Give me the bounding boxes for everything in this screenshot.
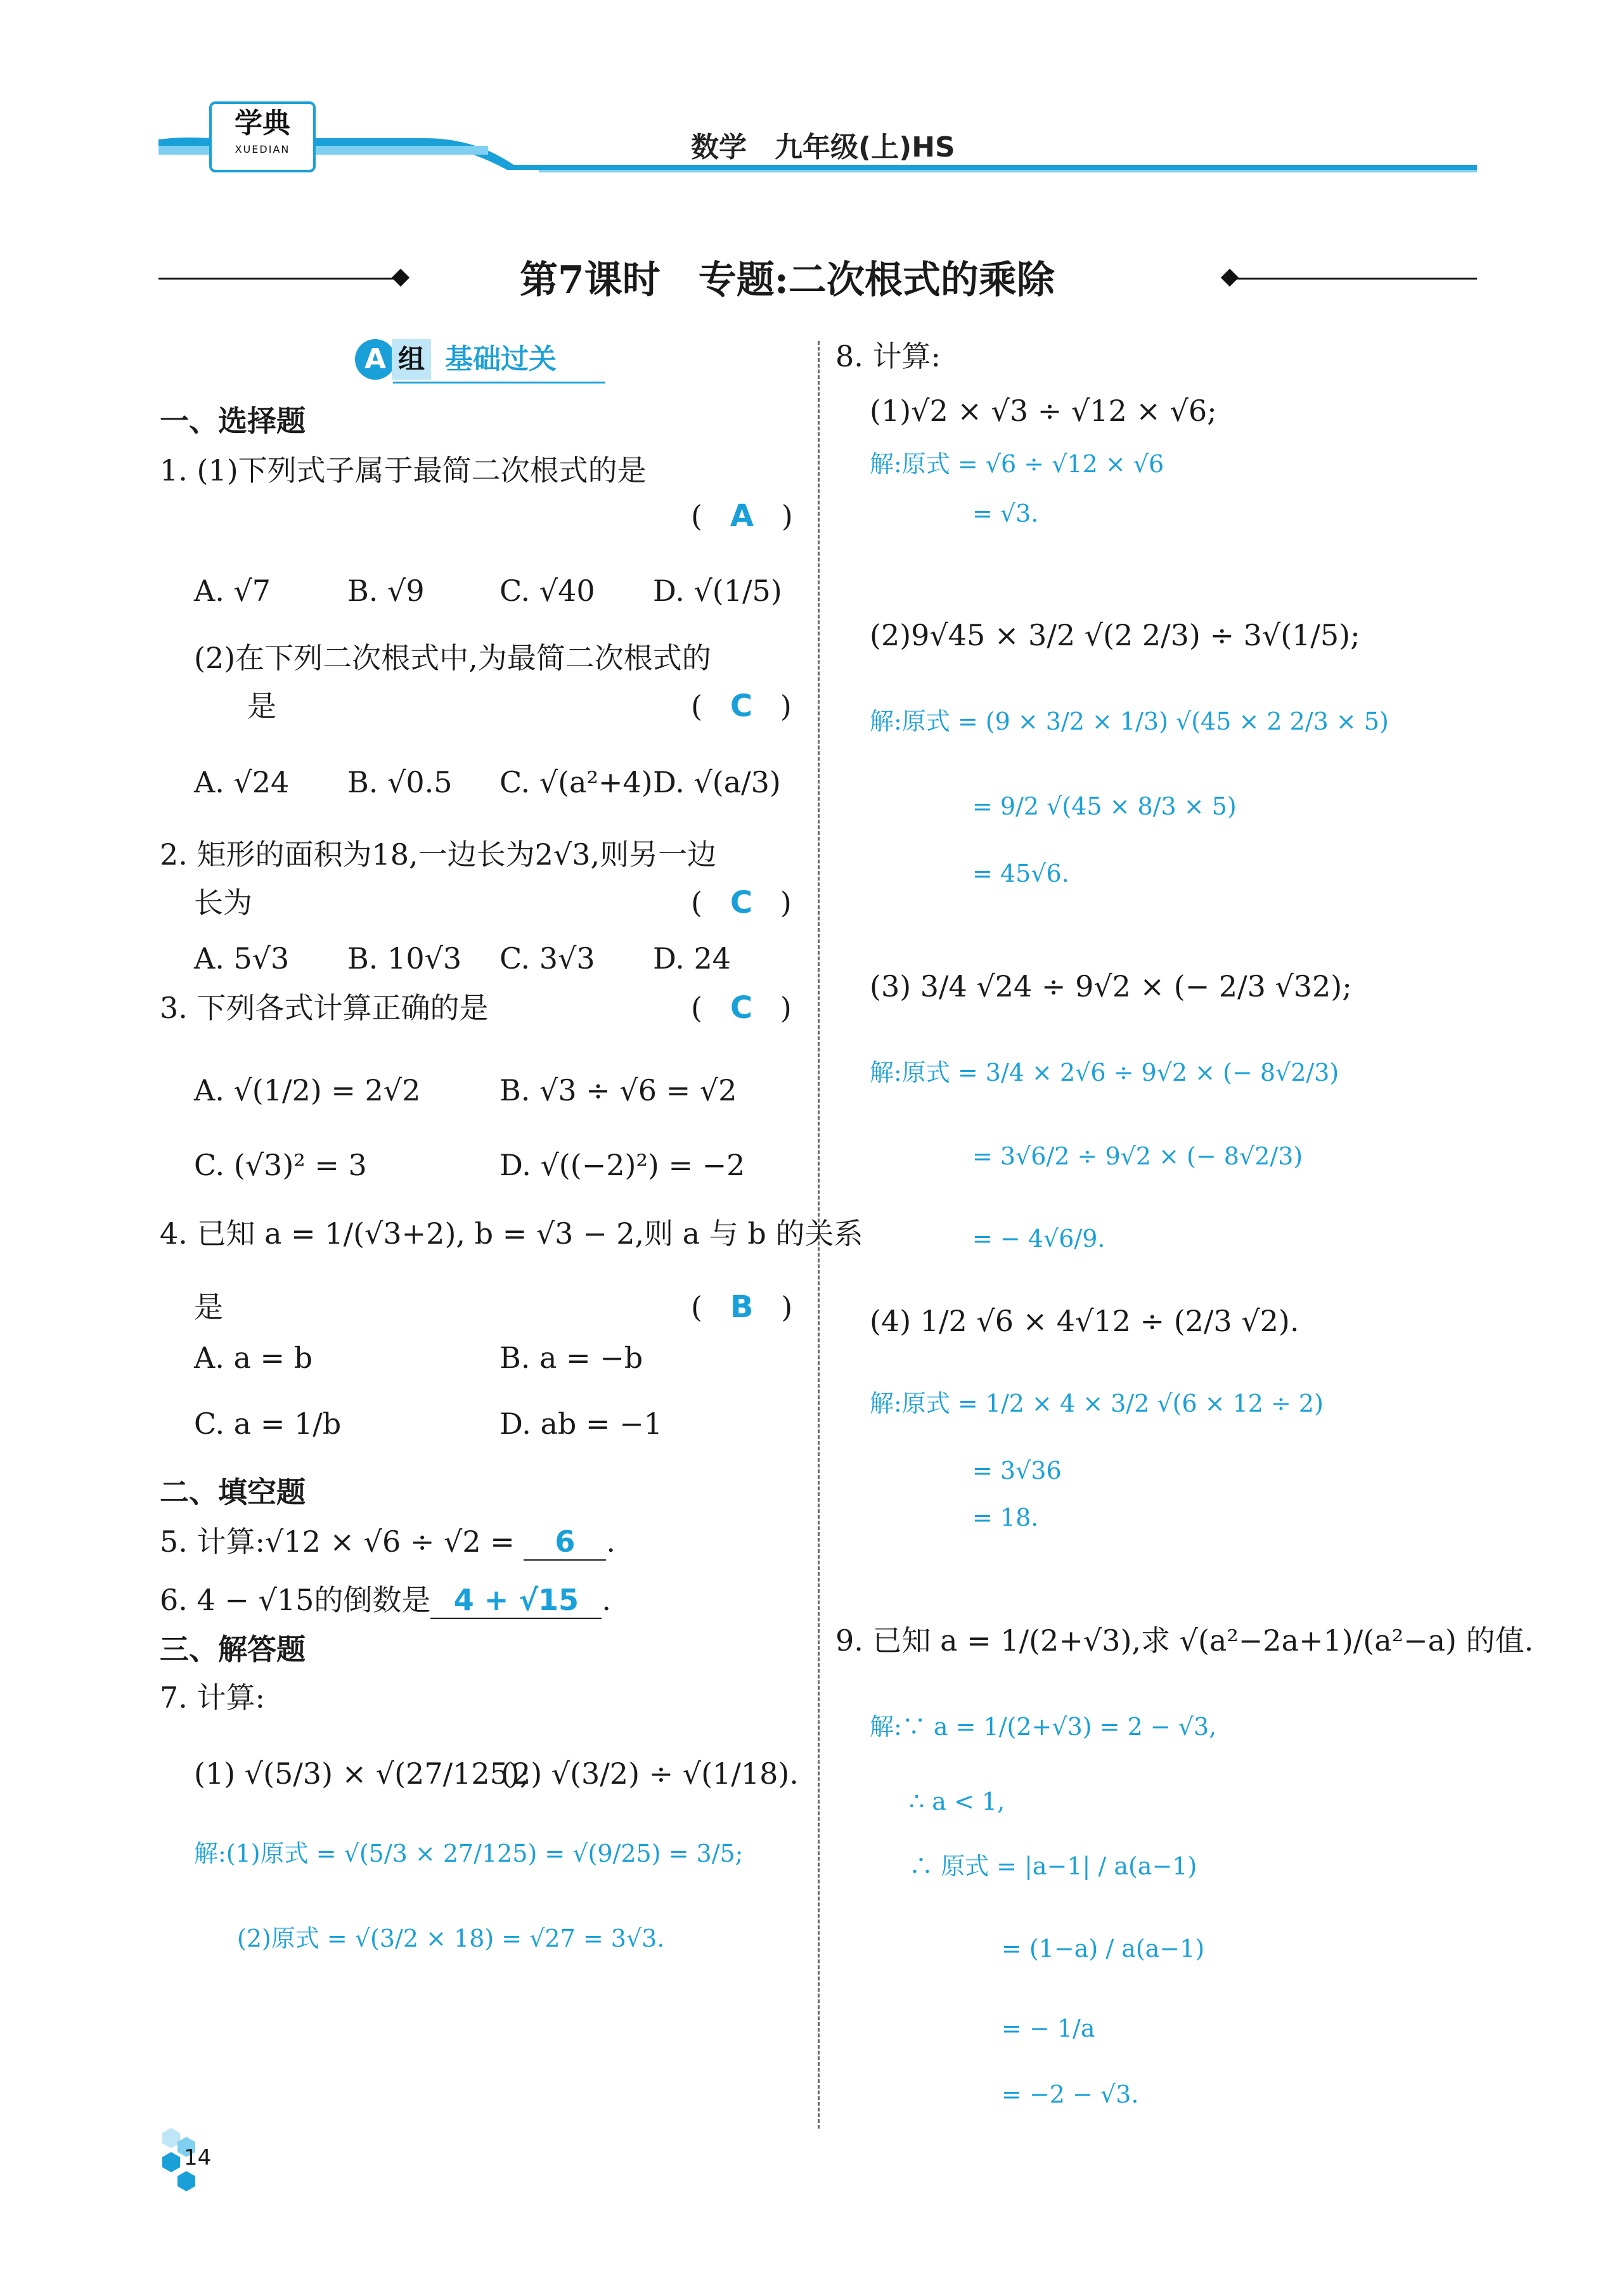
- q1-part1-option-a: A. √7: [194, 574, 271, 608]
- q3-option-c: C. (√3)² = 3: [194, 1148, 367, 1182]
- q1-part1-option-b: B. √9: [347, 574, 425, 608]
- title-rule-right: [1233, 278, 1477, 280]
- q8-solution-2-line-2: = 9/2 √(45 × 8/3 × 5): [972, 792, 1237, 820]
- q8-solution-3-line-2: = 3√6/2 ÷ 9√2 × (− 8√2/3): [972, 1142, 1303, 1170]
- q3-answer-box: ( C ): [691, 990, 792, 1026]
- q8-solution-1-line-2: = √3.: [972, 499, 1039, 527]
- q4-option-c: C. a = 1/b: [194, 1407, 342, 1441]
- q3-option-d: D. √((−2)²) = −2: [499, 1148, 745, 1182]
- brand-cn: 学典: [235, 107, 290, 139]
- q8-solution-4-line-1: 解:原式 = 1/2 × 4 × 3/2 √(6 × 12 ÷ 2): [870, 1389, 1324, 1417]
- q1-part1-answer: A: [730, 498, 754, 534]
- q9-text: 9. 已知 a = 1/(2+√3),求 √(a²−2a+1)/(a²−a) 的值.: [835, 1623, 1534, 1658]
- q3-option-a: A. √(1/2) = 2√2: [194, 1073, 421, 1107]
- q8-solution-1-line-1: 解:原式 = √6 ÷ √12 × √6: [870, 450, 1164, 478]
- q9-solution-line-6: = −2 − √3.: [1002, 2080, 1139, 2108]
- brand-logo: [209, 101, 316, 172]
- q2-option-a: A. 5√3: [194, 941, 290, 976]
- q8-solution-3-line-1: 解:原式 = 3/4 × 2√6 ÷ 9√2 × (− 8√2/3): [870, 1059, 1339, 1086]
- q1-part1-option-d: D. √(1/5): [653, 574, 782, 608]
- q1-part2-answer: C: [730, 688, 753, 724]
- q5-row: [160, 1524, 615, 1561]
- brand-en: XUEDIAN: [235, 143, 290, 155]
- q8-solution-4-line-3: = 18.: [972, 1504, 1039, 1531]
- q5-text: 5. 计算:√12 × √6 ÷ √2 =: [160, 1524, 515, 1559]
- q8-problem-1: (1)√2 × √3 ÷ √12 × √6;: [870, 394, 1217, 428]
- group-badge-letter: A: [355, 339, 396, 380]
- q3-option-b: B. √3 ÷ √6 = √2: [499, 1073, 737, 1107]
- q9-solution-line-3: ∴ 原式 = |a−1| / a(a−1): [909, 1852, 1197, 1880]
- q1-part2-option-d: D. √(a/3): [653, 765, 781, 799]
- group-badge-suffix: 组: [392, 339, 431, 380]
- q1-part1-answer-box: ( A ): [691, 498, 793, 534]
- q1-part1-option-c: C. √40: [499, 574, 595, 608]
- title-diamond-left: [392, 269, 409, 287]
- q1-part2-option-c: C. √(a²+4): [499, 765, 653, 799]
- q6-row: [160, 1582, 611, 1619]
- q4-option-b: B. a = −b: [499, 1341, 643, 1375]
- q9-solution-line-2: ∴ a < 1,: [909, 1788, 1005, 1815]
- q7-problem-2: (2) √(3/2) ÷ √(1/18).: [501, 1756, 799, 1791]
- section-fill: 二、填空题: [160, 1475, 306, 1509]
- q1-part2-option-b: B. √0.5: [347, 765, 453, 799]
- q2-cont: 长为: [194, 886, 252, 920]
- q4-text: 4. 已知 a = 1/(√3+2), b = √3 − 2,则 a 与 b 的关系: [160, 1216, 863, 1251]
- q6-period: .: [602, 1583, 612, 1617]
- q7-text: 7. 计算:: [160, 1680, 266, 1715]
- q7-solution-1: 解:(1)原式 = √(5/3 × 27/125) = √(9/25) = 3/5;: [194, 1840, 744, 1867]
- q5-answer: 6: [524, 1524, 606, 1561]
- header-subject: 数学 九年级(上)HS: [691, 131, 955, 164]
- q1-part2-cont: 是: [247, 689, 276, 723]
- section-answer: 三、解答题: [160, 1632, 306, 1666]
- page-number: 14: [184, 2145, 212, 2170]
- q7-problem-1: (1) √(5/3) × √(27/125);: [194, 1756, 530, 1791]
- q3-answer: C: [730, 990, 753, 1026]
- q4-option-d: D. ab = −1: [499, 1407, 662, 1441]
- q2-answer: C: [730, 885, 753, 920]
- q4-cont: 是: [194, 1290, 223, 1324]
- title-rule-left: [158, 278, 403, 280]
- q4-answer: B: [730, 1289, 754, 1325]
- q8-solution-2-line-3: = 45√6.: [972, 860, 1069, 887]
- q6-text: 6. 4 − √15的倒数是: [160, 1583, 431, 1617]
- q1-part2-answer-box: ( C ): [691, 688, 792, 724]
- q2-text: 2. 矩形的面积为18,一边长为2√3,则另一边: [160, 837, 717, 872]
- q1-part1: 1. (1)下列式子属于最简二次根式的是: [160, 453, 647, 487]
- lesson-title: 第7课时 专题:二次根式的乘除: [520, 258, 1055, 302]
- q1-part2: (2)在下列二次根式中,为最简二次根式的: [194, 641, 711, 675]
- q2-option-d: D. 24: [653, 941, 731, 976]
- group-label: 基础过关: [445, 343, 557, 375]
- q1-part2-option-a: A. √24: [194, 765, 290, 799]
- q4-answer-box: ( B ): [691, 1289, 793, 1325]
- q8-problem-4: (4) 1/2 √6 × 4√12 ÷ (2/3 √2).: [870, 1304, 1299, 1338]
- q8-solution-3-line-3: = − 4√6/9.: [972, 1225, 1105, 1253]
- q2-answer-box: ( C ): [691, 885, 792, 920]
- q9-solution-line-1: 解:∵ a = 1/(2+√3) = 2 − √3,: [870, 1713, 1217, 1741]
- q8-problem-2: (2)9√45 × 3/2 √(2 2/3) ÷ 3√(1/5);: [870, 618, 1360, 652]
- q2-option-b: B. 10√3: [347, 941, 462, 976]
- q5-period: .: [606, 1524, 615, 1559]
- q6-answer: 4 + √15: [430, 1582, 602, 1619]
- group-badge: [355, 339, 557, 380]
- group-underline: [393, 382, 605, 383]
- q2-option-c: C. 3√3: [499, 941, 595, 976]
- section-choice: 一、选择题: [160, 404, 306, 438]
- q8-problem-3: (3) 3/4 √24 ÷ 9√2 × (− 2/3 √32);: [870, 969, 1352, 1003]
- q3-text: 3. 下列各式计算正确的是: [160, 991, 489, 1025]
- q8-text: 8. 计算:: [835, 339, 941, 373]
- q9-solution-line-4: = (1−a) / a(a−1): [1002, 1935, 1205, 1962]
- q8-solution-2-line-1: 解:原式 = (9 × 3/2 × 1/3) √(45 × 2 2/3 × 5): [870, 707, 1389, 735]
- q8-solution-4-line-2: = 3√36: [972, 1457, 1062, 1485]
- q4-option-a: A. a = b: [194, 1341, 313, 1375]
- q9-solution-line-5: = − 1/a: [1002, 2014, 1095, 2042]
- q7-solution-2: (2)原式 = √(3/2 × 18) = √27 = 3√3.: [237, 1924, 665, 1952]
